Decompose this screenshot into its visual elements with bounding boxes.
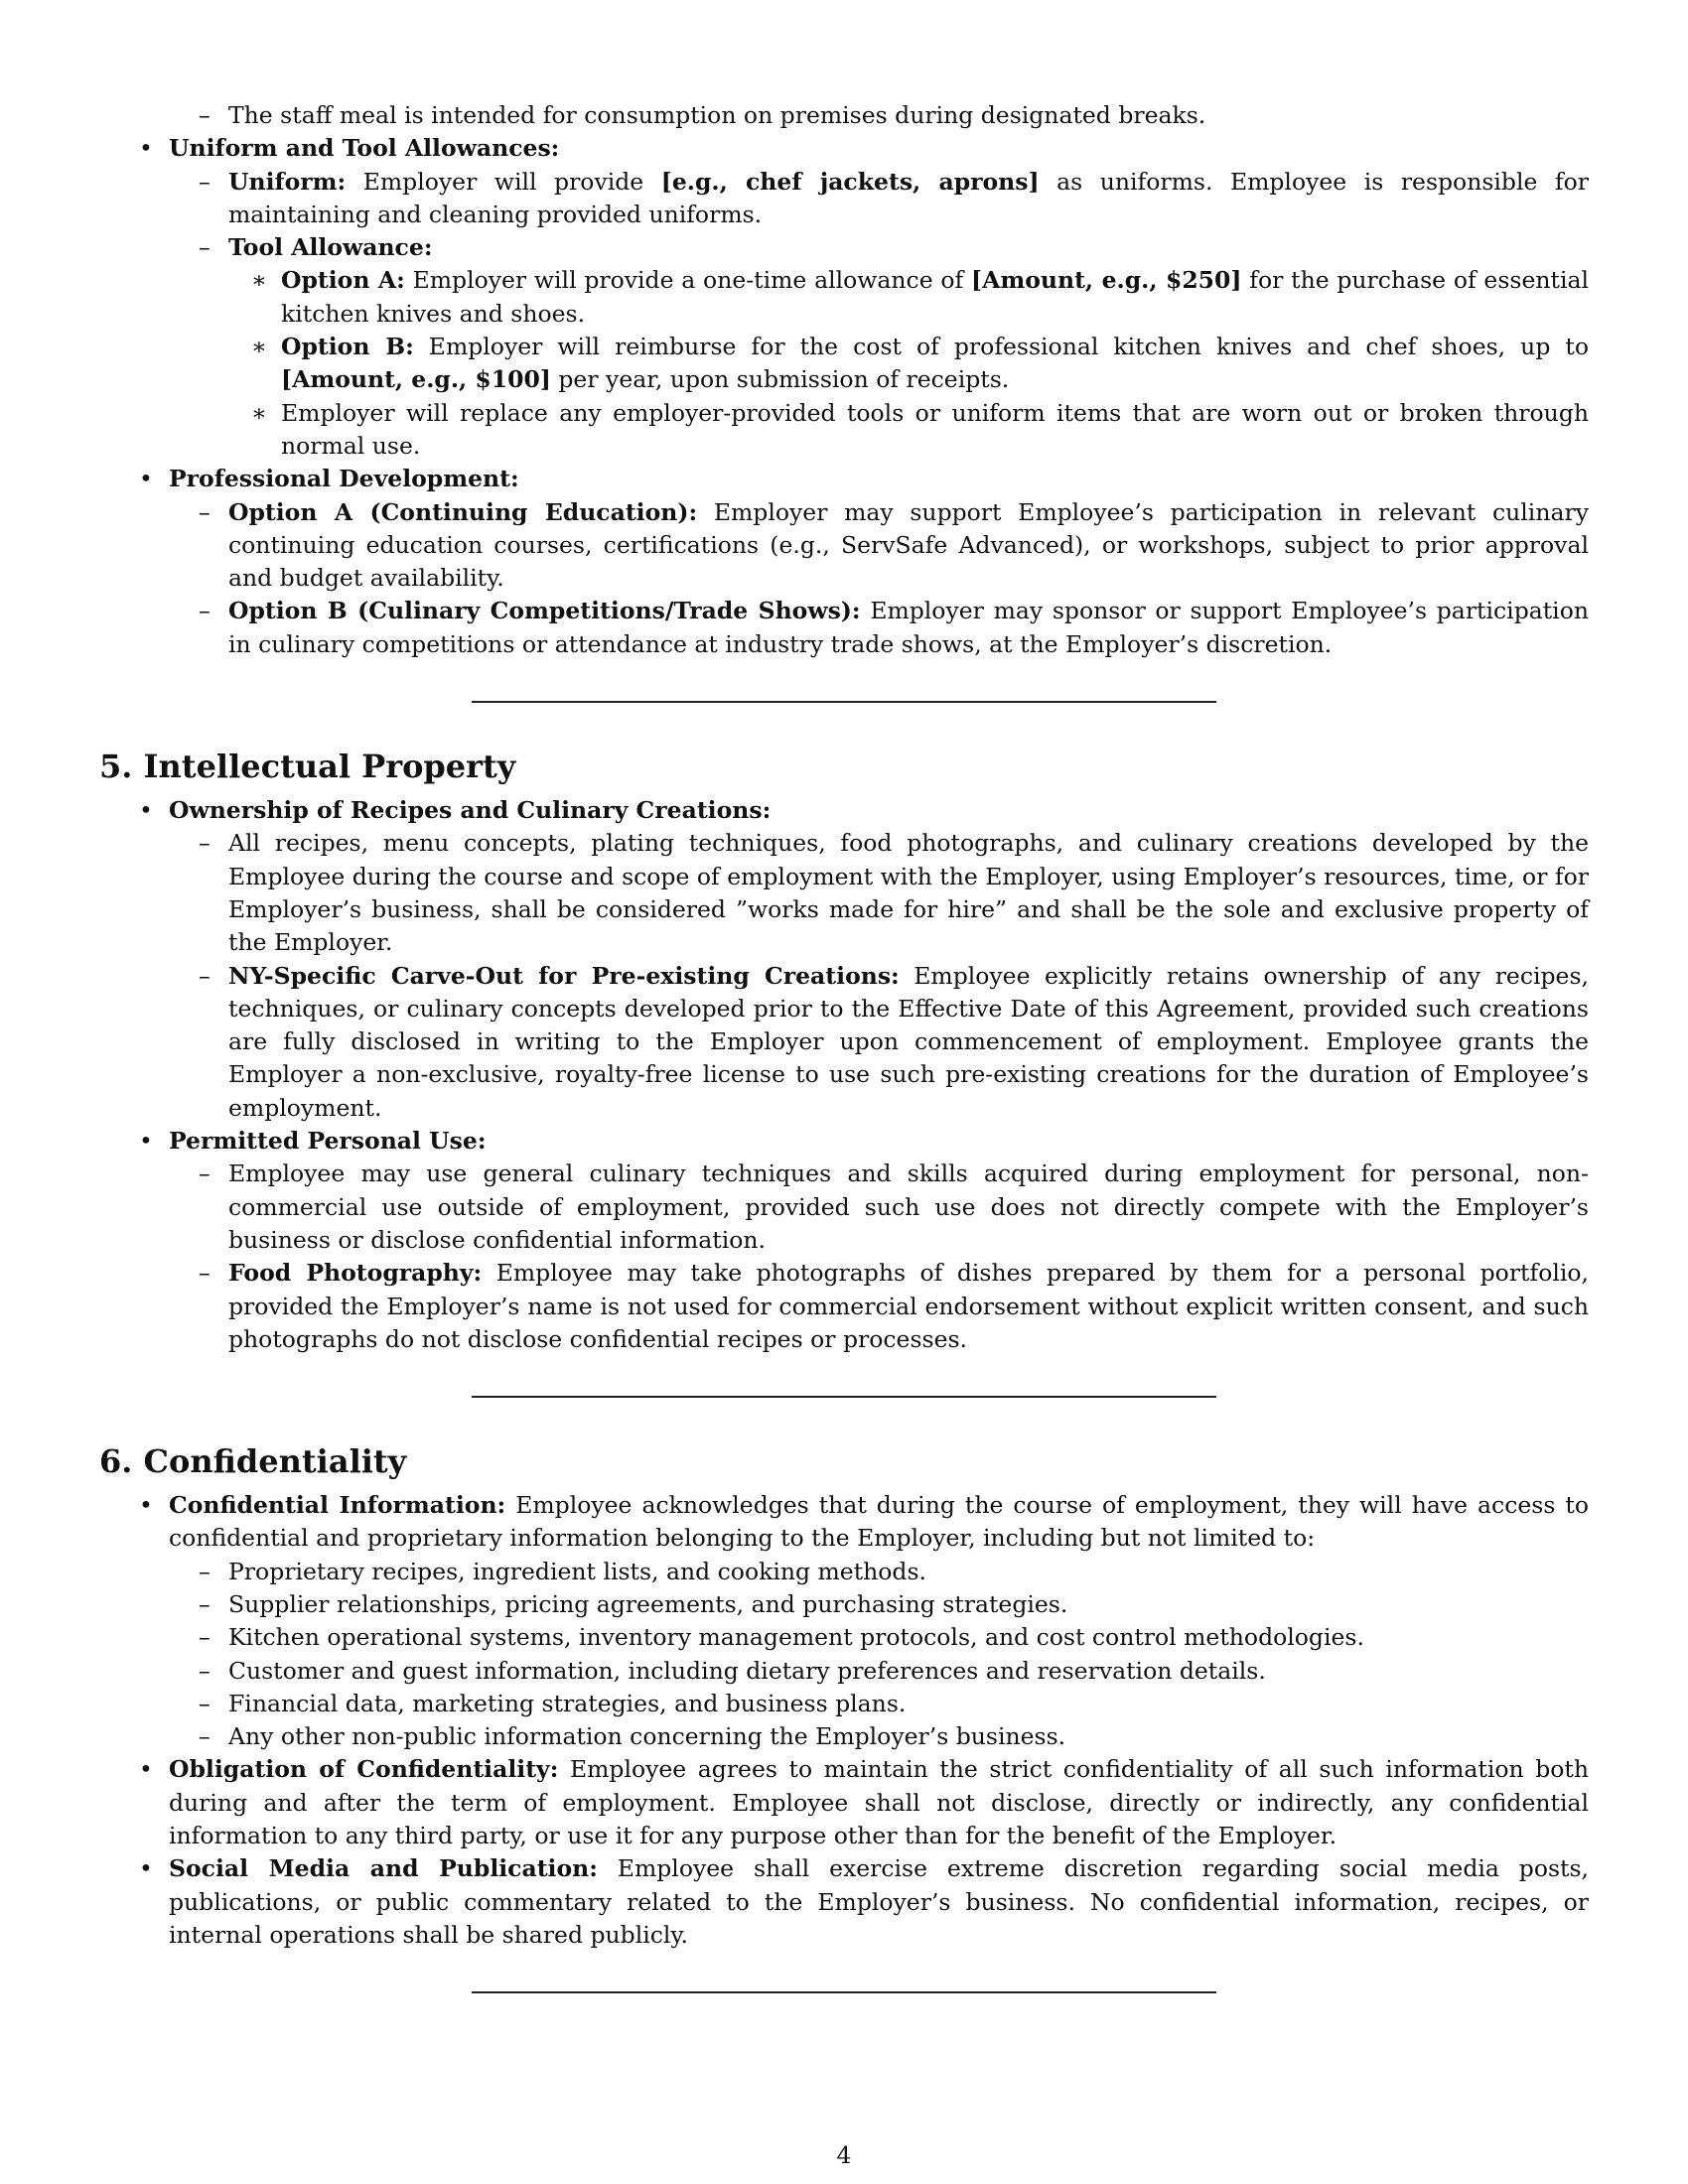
- list-item-obligation: • Obligation of Confidentiality: Employee agrees to maintain the strict confidentiality of all such information both during and after the term of employment. Employee shall not disclose, directly or indirectly, any confidential information to any third party, or use it for any purpose other than for the benefit of the Employer.: [139, 1755, 1590, 1850]
- dash-marker: –: [199, 167, 211, 196]
- section-divider: [472, 1991, 1216, 1993]
- list-item-tool-option-a: ∗ Option A: Employer will provide a one-time allowance of [Amount, e.g., $250] for the purchase of essential kitchen knives and shoes.: [251, 266, 1589, 328]
- benefits-list-continued: [99, 99, 1589, 661]
- star-marker: ∗: [251, 398, 267, 427]
- dash-marker: –: [199, 1557, 211, 1585]
- bullet-marker: •: [139, 1755, 153, 1784]
- dash-marker: –: [199, 1623, 211, 1652]
- list-item-uniform: – Uniform: Employer will provide [e.g., chef jackets, aprons] as uniforms. Employee is responsible for maintaining and cleaning provided uniforms.: [199, 167, 1589, 228]
- page-number: 4: [836, 2141, 852, 2169]
- dash-marker: –: [199, 1656, 211, 1685]
- bullet-marker: •: [139, 134, 153, 163]
- item-heading: Permitted Personal Use:: [169, 1127, 487, 1156]
- list-item-works-for-hire: – All recipes, menu concepts, plating techniques, food photographs, and culinary creations developed by the Employee during the course and scope of employment with the Employer, using Employer’s resources, time, or for Employer’s business, shall be considered ”works made for hire” and shall be the sole and exclusive property of the Employer.: [199, 829, 1589, 957]
- list-item-info-customers: – Customer and guest information, including dietary preferences and reservation details.: [99, 1655, 1589, 1688]
- confidentiality-list: [99, 1489, 1589, 1952]
- dash-marker: –: [199, 1160, 211, 1188]
- list-item-competitions: – Option B (Culinary Competitions/Trade Shows): Employer may sponsor or support Employee’s participation in culinary competitions or attendance at industry trade shows, at the Employer’s discretion.: [199, 597, 1589, 658]
- star-marker: ∗: [251, 333, 267, 361]
- bullet-marker: •: [139, 1491, 153, 1520]
- list-item-tool-replacement: ∗ Employer will replace any employer-provided tools or uniform items that are worn out or broken through normal use.: [251, 398, 1589, 460]
- list-item-carve-out: – NY-Specific Carve-Out for Pre-existing Creations: Employee explicitly retains ownership of any recipes, techniques, or culinary concepts developed prior to the Effective Date of this Agreement, provided such creations are fully disclosed in writing to the Employer upon commencement of employment. Employee grants the Employer a non-exclusive, royalty-free license to use such pre-existing creations for the duration of Employee’s employment.: [199, 961, 1589, 1122]
- section-heading-confidentiality: 6. Confidentiality: [99, 1442, 407, 1481]
- list-item-general-techniques: – Employee may use general culinary techniques and skills acquired during employment for personal, non-commercial use outside of employment, provided such use does not directly compete with the Employer’s business or disclose confidential information.: [199, 1160, 1589, 1254]
- dash-marker: –: [199, 961, 211, 990]
- bullet-marker: •: [139, 465, 153, 493]
- list-item-continuing-education: – Option A (Continuing Education): Employer may support Employee’s participation in relevant culinary continuing education courses, certifications (e.g., ServSafe Advanced), or workshops, subject to prior approval and budget availability.: [199, 497, 1589, 593]
- list-item-info-recipes: – Proprietary recipes, ingredient lists, and cooking methods.: [99, 1556, 1589, 1588]
- list-item-info-financial: – Financial data, marketing strategies, and business plans.: [99, 1688, 1589, 1720]
- section-divider: [472, 701, 1216, 703]
- intellectual-property-list: [99, 794, 1589, 1356]
- item-heading: Uniform and Tool Allowances:: [169, 134, 560, 163]
- dash-marker: –: [199, 597, 211, 625]
- dash-marker: –: [199, 1259, 211, 1288]
- list-item-uniform-tool-allowances: [99, 132, 1589, 165]
- section-divider: [472, 1396, 1216, 1398]
- dash-marker: –: [199, 101, 211, 129]
- dash-marker: –: [199, 1589, 211, 1618]
- document-page: [99, 99, 1589, 1993]
- dash-marker: –: [199, 1689, 211, 1717]
- star-marker: ∗: [251, 266, 267, 295]
- bullet-marker: •: [139, 1127, 153, 1156]
- list-item-staff-meal: – The staff meal is intended for consumption on premises during designated breaks.: [99, 99, 1589, 132]
- list-item-social-media: • Social Media and Publication: Employee shall exercise extreme discretion regarding social media posts, publications, or public commentary related to the Employer’s business. No confidential information, recipes, or internal operations shall be shared publicly.: [139, 1854, 1590, 1949]
- section-heading-intellectual-property: 5. Intellectual Property: [99, 748, 516, 786]
- item-heading: Professional Development:: [169, 465, 519, 493]
- list-item-ownership: [99, 794, 1589, 827]
- list-item-tool-option-b: ∗ Option B: Employer will reimburse for the cost of professional kitchen knives and chef shoes, up to [Amount, e.g., $100] per year, upon submission of receipts.: [251, 333, 1589, 394]
- list-item-personal-use: [99, 1125, 1589, 1158]
- list-item-food-photography: – Food Photography: Employee may take photographs of dishes prepared by them for a personal portfolio, provided the Employer’s name is not used for commercial endorsement without explicit written consent, and such photographs do not disclose confidential recipes or processes.: [199, 1259, 1589, 1353]
- bullet-marker: •: [139, 796, 153, 825]
- dash-marker: –: [199, 1722, 211, 1751]
- list-item-info-kitchen-systems: – Kitchen operational systems, inventory management protocols, and cost control methodologies.: [99, 1621, 1589, 1654]
- item-heading: Ownership of Recipes and Culinary Creations:: [169, 796, 772, 825]
- dash-marker: –: [199, 829, 211, 858]
- list-item-tool-allowance: – Tool Allowance:: [99, 231, 1589, 264]
- list-item-info-suppliers: – Supplier relationships, pricing agreements, and purchasing strategies.: [99, 1588, 1589, 1621]
- dash-marker: –: [199, 497, 211, 526]
- list-item-confidential-information: • Confidential Information: Employee acknowledges that during the course of employment, they will have access to confidential and proprietary information belonging to the Employer, including but not limited to:: [139, 1491, 1589, 1553]
- list-item-professional-development: [99, 463, 1589, 495]
- bullet-marker: •: [139, 1854, 153, 1883]
- dash-marker: –: [199, 233, 211, 262]
- list-item-info-other: – Any other non-public information concerning the Employer’s business.: [99, 1720, 1589, 1753]
